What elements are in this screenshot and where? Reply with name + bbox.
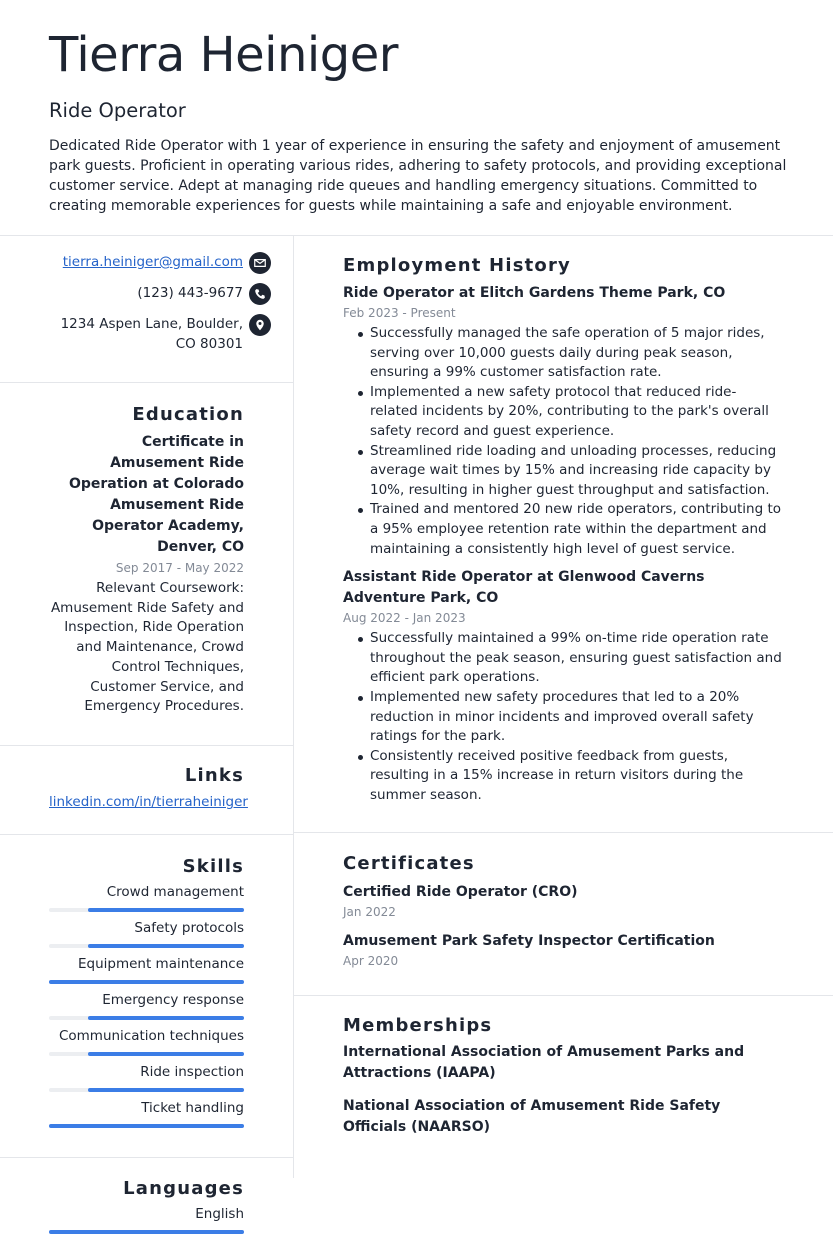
contact-section	[0, 236, 293, 383]
skill-item	[49, 918, 244, 948]
certificate-title: Amusement Park Safety Inspector Certification	[343, 933, 715, 950]
phone-icon	[249, 283, 271, 305]
certificate-item	[343, 931, 784, 969]
job-bullet: Implemented new safety procedures that led to a 20% reduction in minor incidents and improved overall safety ratings for the park.	[370, 688, 784, 747]
job-bullet: Consistently received positive feedback from guests, resulting in a 15% increase in return visitors during the summer season.	[370, 747, 784, 806]
certificate-title: Certified Ride Operator (CRO)	[343, 884, 578, 901]
skill-level-bar	[49, 1124, 244, 1128]
skill-level-fill	[88, 1016, 244, 1020]
employment-heading: Employment History	[343, 255, 571, 276]
job-bullets	[343, 629, 784, 805]
skill-name: Emergency response	[102, 991, 244, 1008]
job-bullets	[343, 324, 784, 559]
skill-level-bar	[49, 908, 244, 912]
job-bullet: Trained and mentored 20 new ride operators, contributing to a 95% employee retention rate within the department and maintaining a consistently high level of guest service.	[370, 500, 784, 559]
skill-name: Crowd management	[106, 883, 244, 900]
resume-header	[49, 26, 799, 216]
certificates-heading: Certificates	[343, 853, 475, 875]
skill-item	[49, 882, 244, 912]
phone-number: (123) 443-9677	[137, 285, 243, 301]
job-dates: Feb 2023 - Present	[343, 306, 456, 320]
location-pin-icon	[249, 314, 271, 336]
language-name: English	[195, 1205, 244, 1222]
languages-heading: Languages	[123, 1177, 244, 1199]
job-bullet: Streamlined ride loading and unloading processes, reducing average wait times by 15% and increasing ride capacity by 10%, resulting in higher guest throughput and satisfaction.	[370, 442, 784, 501]
skills-heading: Skills	[182, 855, 244, 877]
skill-item	[49, 990, 244, 1020]
skill-level-bar	[49, 944, 244, 948]
job-entry	[343, 283, 784, 559]
left-column	[0, 236, 293, 1240]
memberships-section	[294, 996, 833, 1138]
skill-level-fill	[88, 1052, 244, 1056]
skill-name: Equipment maintenance	[77, 955, 244, 972]
skill-item	[49, 1026, 244, 1056]
membership-item: International Association of Amusement Parks and Attractions (IAAPA)	[343, 1044, 745, 1082]
skill-level-fill	[49, 980, 244, 984]
job-title: Ride Operator at Elitch Gardens Theme Park, CO	[343, 285, 726, 301]
contact-phone-row	[49, 284, 244, 305]
skills-section	[0, 835, 293, 1158]
contact-email-row	[49, 253, 244, 274]
certificate-date: Jan 2022	[343, 905, 396, 920]
language-level-fill	[49, 1230, 244, 1234]
skill-name: Ticket handling	[141, 1099, 244, 1116]
envelope-icon	[249, 252, 271, 274]
certificate-date: Apr 2020	[343, 954, 399, 969]
languages-section	[0, 1158, 293, 1234]
education-dates: Sep 2017 - May 2022	[115, 561, 244, 575]
education-section	[0, 383, 293, 746]
education-description: Relevant Coursework: Amusement Ride Safety and Inspection, Ride Operation and Maintenance, Crowd Control Techniques, Customer Service, and Emergency Procedures.	[50, 580, 244, 715]
skill-level-fill	[88, 1088, 244, 1092]
job-bullet: Implemented a new safety protocol that reduced ride-related incidents by 20%, contributing to the park's overall safety record and guest experience.	[370, 383, 784, 442]
candidate-name: Tierra Heiniger	[49, 27, 398, 83]
skill-level-fill	[88, 944, 244, 948]
skill-level-bar	[49, 1052, 244, 1056]
language-level-bar	[49, 1230, 244, 1234]
job-title: Ride Operator	[49, 99, 186, 122]
memberships-heading: Memberships	[343, 1015, 493, 1037]
skill-level-fill	[49, 1124, 244, 1128]
certificate-item	[343, 882, 784, 920]
job-dates: Aug 2022 - Jan 2023	[343, 611, 466, 626]
right-column	[294, 236, 833, 1138]
employment-section	[294, 236, 833, 833]
education-heading: Education	[132, 404, 244, 425]
skill-level-bar	[49, 980, 244, 984]
job-entry	[343, 567, 784, 805]
job-bullet: Successfully managed the safe operation of 5 major rides, serving over 10,000 guests daily during peak season, ensuring a 99% customer satisfaction rate.	[370, 324, 784, 383]
membership-item: National Association of Amusement Ride Safety Officials (NAARSO)	[343, 1098, 721, 1136]
linkedin-link[interactable]: linkedin.com/in/tierraheiniger	[49, 793, 248, 810]
contact-address-row	[49, 315, 244, 354]
profile-summary: Dedicated Ride Operator with 1 year of experience in ensuring the safety and enjoyment of amusement park guests. Proficient in operating various rides, adhering to safety protocols, and providing exceptional customer service. Adept at managing ride queues and handling emergency situations. Committed to creating memorable experiences for guests while maintaining a safe and enjoyable environment.	[49, 138, 787, 214]
job-title: Assistant Ride Operator at Glenwood Caverns Adventure Park, CO	[343, 569, 705, 607]
skill-item	[49, 954, 244, 984]
address: 1234 Aspen Lane, Boulder, CO 80301	[60, 316, 243, 352]
language-item	[49, 1204, 244, 1234]
skill-level-fill	[88, 908, 244, 912]
email-link[interactable]: tierra.heiniger@gmail.com	[62, 254, 243, 270]
skill-item	[49, 1098, 244, 1128]
skill-level-bar	[49, 1088, 244, 1092]
skill-item	[49, 1062, 244, 1092]
links-heading: Links	[184, 764, 244, 786]
skill-name: Ride inspection	[140, 1063, 244, 1080]
skill-level-bar	[49, 1016, 244, 1020]
skill-name: Safety protocols	[134, 919, 244, 936]
links-section	[0, 746, 293, 835]
job-bullet: Successfully maintained a 99% on-time ride operation rate throughout the peak season, ensuring guest satisfaction and efficient park operations.	[370, 629, 784, 688]
education-degree: Certificate in Amusement Ride Operation at Colorado Amusement Ride Operator Academy, Denver, CO	[68, 434, 244, 555]
certificates-section	[294, 833, 833, 996]
skill-name: Communication techniques	[58, 1027, 244, 1044]
